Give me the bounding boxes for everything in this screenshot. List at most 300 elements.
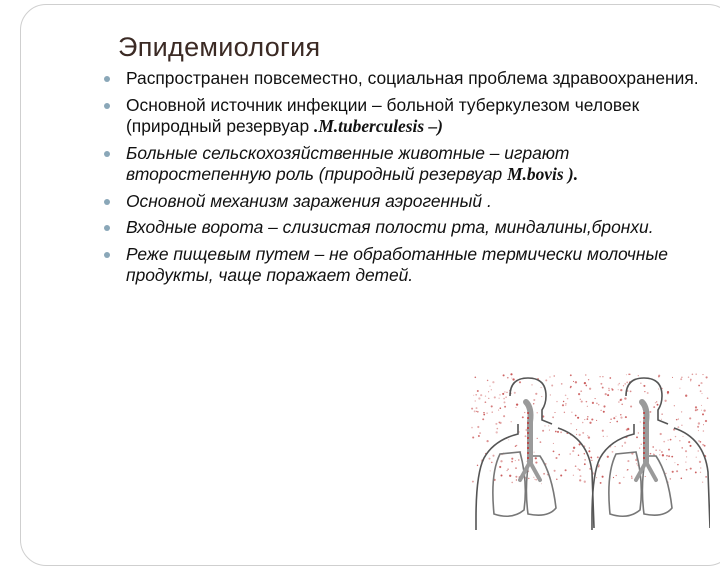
bullet-text: Основной источник инфекции – больной туберкулезом человек (природный резервуар <box>126 94 640 136</box>
droplet <box>479 432 481 434</box>
droplet <box>473 395 474 396</box>
droplet <box>598 404 599 405</box>
droplet <box>618 389 619 390</box>
droplet <box>570 423 572 425</box>
droplet <box>591 460 592 461</box>
droplet <box>556 401 557 402</box>
droplet <box>485 396 486 397</box>
droplet <box>696 457 697 458</box>
droplet <box>525 435 527 437</box>
droplet <box>504 391 505 392</box>
droplet <box>607 394 609 396</box>
droplet <box>477 411 479 413</box>
droplet <box>704 445 706 447</box>
droplet <box>588 436 590 438</box>
droplet <box>581 401 583 403</box>
droplet <box>700 472 701 473</box>
droplet <box>533 477 534 478</box>
droplet <box>564 412 565 413</box>
droplet <box>613 417 615 419</box>
droplet <box>477 426 479 428</box>
airborne-transmission-illustration-icon <box>470 372 710 540</box>
droplet <box>519 381 521 383</box>
droplet <box>507 468 509 470</box>
droplet <box>515 407 516 408</box>
droplet <box>557 431 559 433</box>
droplet <box>680 378 682 380</box>
droplet <box>542 430 544 432</box>
droplet <box>582 422 584 424</box>
droplet <box>588 379 589 380</box>
droplet <box>471 427 473 429</box>
droplet <box>554 375 555 376</box>
droplet <box>554 470 556 472</box>
droplet <box>690 380 691 381</box>
droplet <box>615 416 616 417</box>
droplet <box>700 441 702 443</box>
droplet <box>586 401 588 403</box>
droplet <box>522 416 524 418</box>
droplet <box>482 418 484 420</box>
droplet <box>499 466 501 468</box>
droplet <box>535 479 537 481</box>
droplet <box>503 415 505 417</box>
droplet <box>576 429 577 430</box>
droplet <box>599 376 600 377</box>
droplet <box>612 451 614 453</box>
droplet <box>638 432 639 433</box>
bullet-text: Реже пищевым путем – не обработанные термически молочные продукты, чаще поражает детей. <box>126 243 668 285</box>
droplet <box>681 411 682 412</box>
droplet <box>616 421 618 423</box>
droplet <box>585 374 586 375</box>
droplet <box>613 477 614 478</box>
droplet <box>474 410 476 412</box>
droplet <box>561 383 563 385</box>
droplet <box>672 471 674 473</box>
droplet <box>507 377 509 379</box>
droplet <box>553 451 555 453</box>
droplet <box>589 422 591 424</box>
droplet <box>511 378 512 379</box>
droplet <box>600 410 601 411</box>
droplet <box>628 428 630 430</box>
droplet <box>553 443 554 444</box>
droplet <box>620 417 622 419</box>
droplet <box>686 456 687 457</box>
droplet <box>483 412 484 413</box>
droplet <box>631 477 632 478</box>
droplet <box>701 410 702 411</box>
droplet <box>584 419 585 420</box>
droplet <box>702 482 703 483</box>
droplet <box>511 458 513 460</box>
droplet <box>497 428 499 430</box>
droplet <box>658 388 659 389</box>
bullet-icon <box>104 76 110 82</box>
droplet <box>578 393 580 395</box>
droplet <box>560 474 562 476</box>
droplet <box>567 398 569 400</box>
droplet <box>623 477 624 478</box>
droplet <box>573 381 574 382</box>
droplet <box>528 478 529 479</box>
droplet <box>476 407 478 409</box>
droplet <box>579 434 581 436</box>
droplet <box>511 461 513 463</box>
droplet <box>689 417 691 419</box>
droplet <box>503 374 505 376</box>
droplet <box>572 450 574 452</box>
droplet <box>515 467 517 469</box>
droplet <box>668 455 670 457</box>
droplet <box>476 411 477 412</box>
droplet <box>627 460 629 462</box>
droplet <box>623 385 624 386</box>
droplet <box>536 412 537 413</box>
droplet <box>681 377 682 378</box>
droplet <box>682 436 683 437</box>
droplet <box>500 407 502 409</box>
droplet <box>653 453 654 454</box>
droplet <box>661 419 662 420</box>
droplet <box>549 430 550 431</box>
droplet <box>492 455 494 457</box>
droplet <box>700 382 702 384</box>
droplet <box>644 391 645 392</box>
droplet <box>537 438 538 439</box>
droplet <box>660 433 662 435</box>
droplet <box>570 374 572 376</box>
droplet <box>636 436 638 438</box>
droplet <box>541 387 542 388</box>
droplet <box>703 409 705 411</box>
droplet <box>491 462 493 464</box>
droplet <box>656 401 657 402</box>
bullet-text: Основной механизм заражения аэрогенный . <box>126 190 492 211</box>
droplet <box>486 412 487 413</box>
droplet <box>565 403 567 405</box>
droplet <box>698 440 699 441</box>
droplet <box>698 450 699 451</box>
droplet <box>478 435 480 437</box>
droplet <box>505 396 507 398</box>
droplet <box>697 409 699 411</box>
droplet <box>675 436 676 437</box>
droplet <box>588 450 590 452</box>
droplet <box>577 417 579 419</box>
droplet <box>549 376 550 377</box>
droplet <box>610 419 611 420</box>
droplet <box>533 403 534 404</box>
droplet <box>602 376 603 377</box>
droplet <box>541 396 542 397</box>
droplet <box>603 411 605 413</box>
droplet <box>496 431 498 433</box>
droplet <box>579 479 581 481</box>
droplet <box>666 455 668 457</box>
droplet <box>602 476 604 478</box>
droplet <box>605 393 607 395</box>
droplet <box>571 412 572 413</box>
droplet <box>508 439 509 440</box>
droplet <box>655 450 656 451</box>
droplet <box>596 402 598 404</box>
droplet <box>647 392 649 394</box>
droplet <box>534 452 535 453</box>
droplet <box>565 395 567 397</box>
droplet <box>655 402 656 403</box>
bullet-text: Больные сельскохозяйственные животные – играют второстепенную роль (природный резервуар <box>126 142 570 184</box>
droplet <box>659 450 660 451</box>
droplet <box>584 463 586 465</box>
droplet <box>701 393 702 394</box>
droplet <box>620 414 621 415</box>
droplet <box>616 475 617 476</box>
droplet <box>489 458 491 460</box>
droplet <box>477 390 479 392</box>
slide-title: Эпидемиология <box>118 32 321 62</box>
droplet <box>607 436 608 437</box>
droplet <box>603 436 604 437</box>
droplet <box>676 470 678 472</box>
droplet <box>661 451 663 453</box>
droplet <box>534 479 535 480</box>
droplet <box>641 444 642 445</box>
droplet <box>690 379 692 381</box>
droplet <box>575 381 577 383</box>
droplet <box>491 389 492 390</box>
droplet <box>607 456 609 458</box>
droplet <box>587 418 589 420</box>
droplet <box>535 457 537 459</box>
droplet <box>487 380 489 382</box>
droplet <box>698 430 699 431</box>
droplet <box>622 445 623 446</box>
droplet <box>488 391 489 392</box>
droplet <box>597 456 599 458</box>
droplet <box>695 409 697 411</box>
bullet-item <box>102 95 702 138</box>
droplet <box>698 422 700 424</box>
droplet <box>706 376 708 378</box>
species-name: .M.tuberculesis –) <box>313 116 443 136</box>
droplet <box>668 449 670 451</box>
droplet <box>535 393 537 395</box>
droplet <box>596 477 597 478</box>
droplet <box>702 374 703 375</box>
droplet <box>610 422 611 423</box>
droplet <box>535 462 537 464</box>
droplet <box>483 414 485 416</box>
droplet <box>509 475 511 477</box>
droplet <box>570 387 571 388</box>
droplet <box>511 482 513 484</box>
droplet <box>556 479 558 481</box>
droplet <box>674 405 675 406</box>
bullet-item <box>102 217 702 239</box>
droplet <box>705 476 707 478</box>
droplet <box>516 403 518 405</box>
droplet <box>658 375 660 377</box>
droplet <box>700 468 701 469</box>
droplet <box>498 410 499 411</box>
droplet <box>503 398 505 400</box>
droplet <box>677 426 679 428</box>
droplet <box>676 419 678 421</box>
droplet <box>524 412 525 413</box>
droplet <box>533 399 535 401</box>
droplet <box>662 454 664 456</box>
droplet <box>500 460 502 462</box>
droplet <box>565 405 566 406</box>
droplet <box>630 405 632 407</box>
bullet-item <box>102 143 702 186</box>
droplet <box>621 403 623 405</box>
droplet <box>619 383 621 385</box>
droplet <box>602 430 604 432</box>
droplet-cloud <box>471 373 708 484</box>
droplet <box>619 482 621 484</box>
droplet <box>592 402 594 404</box>
droplet <box>620 399 622 401</box>
droplet <box>670 439 672 441</box>
droplet <box>638 375 639 376</box>
droplet <box>587 416 589 418</box>
droplet <box>499 394 500 395</box>
droplet <box>702 444 704 446</box>
droplet <box>618 401 620 403</box>
droplet <box>608 389 610 391</box>
droplet <box>699 461 701 463</box>
droplet <box>555 431 557 433</box>
droplet <box>695 373 696 374</box>
droplet <box>679 388 680 389</box>
droplet <box>698 385 700 387</box>
droplet <box>640 421 641 422</box>
droplet <box>577 468 579 470</box>
droplet <box>589 447 590 448</box>
droplet <box>475 400 476 401</box>
bullet-item <box>102 68 702 90</box>
droplet <box>624 383 626 385</box>
droplet <box>643 385 645 387</box>
droplet <box>598 466 599 467</box>
droplet <box>685 450 687 452</box>
droplet <box>491 405 493 407</box>
droplet <box>551 385 553 387</box>
droplet <box>681 424 683 426</box>
droplet <box>514 392 516 394</box>
droplet <box>552 416 554 418</box>
droplet <box>580 475 582 477</box>
droplet <box>666 459 667 460</box>
bullet-icon <box>104 151 110 157</box>
droplet <box>707 397 709 399</box>
droplet <box>486 440 488 442</box>
droplet <box>478 397 480 399</box>
droplet <box>492 381 494 383</box>
droplet <box>639 448 640 449</box>
droplet <box>531 384 532 385</box>
droplet <box>573 447 575 449</box>
droplet <box>480 394 482 396</box>
droplet <box>603 405 605 407</box>
droplet <box>615 446 616 447</box>
droplet <box>492 411 493 412</box>
droplet <box>587 406 588 407</box>
droplet <box>515 476 517 478</box>
bullet-item <box>102 191 702 213</box>
droplet <box>511 421 512 422</box>
droplet <box>510 373 512 375</box>
droplet <box>584 453 585 454</box>
droplet <box>587 435 588 436</box>
droplet <box>573 475 574 476</box>
droplet <box>664 400 666 402</box>
droplet <box>579 469 581 471</box>
droplet <box>488 398 489 399</box>
droplet <box>661 413 662 414</box>
droplet <box>544 425 545 426</box>
droplet <box>543 473 545 475</box>
person-left-figure <box>476 378 594 530</box>
droplet <box>688 376 689 377</box>
droplet <box>504 401 506 403</box>
droplet <box>558 454 560 456</box>
droplet <box>697 426 699 428</box>
droplet <box>498 422 500 424</box>
droplet <box>678 419 679 420</box>
droplet <box>545 379 547 381</box>
droplet <box>475 377 477 379</box>
droplet <box>518 459 519 460</box>
droplet <box>677 464 679 466</box>
droplet <box>578 455 579 456</box>
droplet <box>626 374 627 375</box>
droplet <box>705 420 707 422</box>
droplet <box>591 418 593 420</box>
droplet <box>609 377 611 379</box>
droplet <box>560 431 562 433</box>
droplet <box>584 481 586 483</box>
droplet <box>485 401 487 403</box>
droplet <box>600 482 602 484</box>
droplet <box>608 388 610 390</box>
droplet <box>596 420 597 421</box>
droplet <box>631 476 632 477</box>
droplet <box>690 468 692 470</box>
droplet <box>541 483 542 484</box>
droplet <box>515 445 516 446</box>
droplet <box>475 394 477 396</box>
bullet-icon <box>104 252 110 258</box>
droplet <box>640 383 641 384</box>
droplet <box>477 465 478 466</box>
droplet <box>670 478 672 480</box>
droplet <box>701 405 702 406</box>
droplet <box>555 457 557 459</box>
droplet <box>540 441 542 443</box>
droplet <box>700 390 702 392</box>
droplet <box>624 397 626 399</box>
droplet <box>575 465 577 467</box>
droplet <box>584 459 585 460</box>
droplet <box>504 406 506 408</box>
droplet <box>624 442 626 444</box>
droplet <box>679 440 680 441</box>
droplet <box>563 401 564 402</box>
